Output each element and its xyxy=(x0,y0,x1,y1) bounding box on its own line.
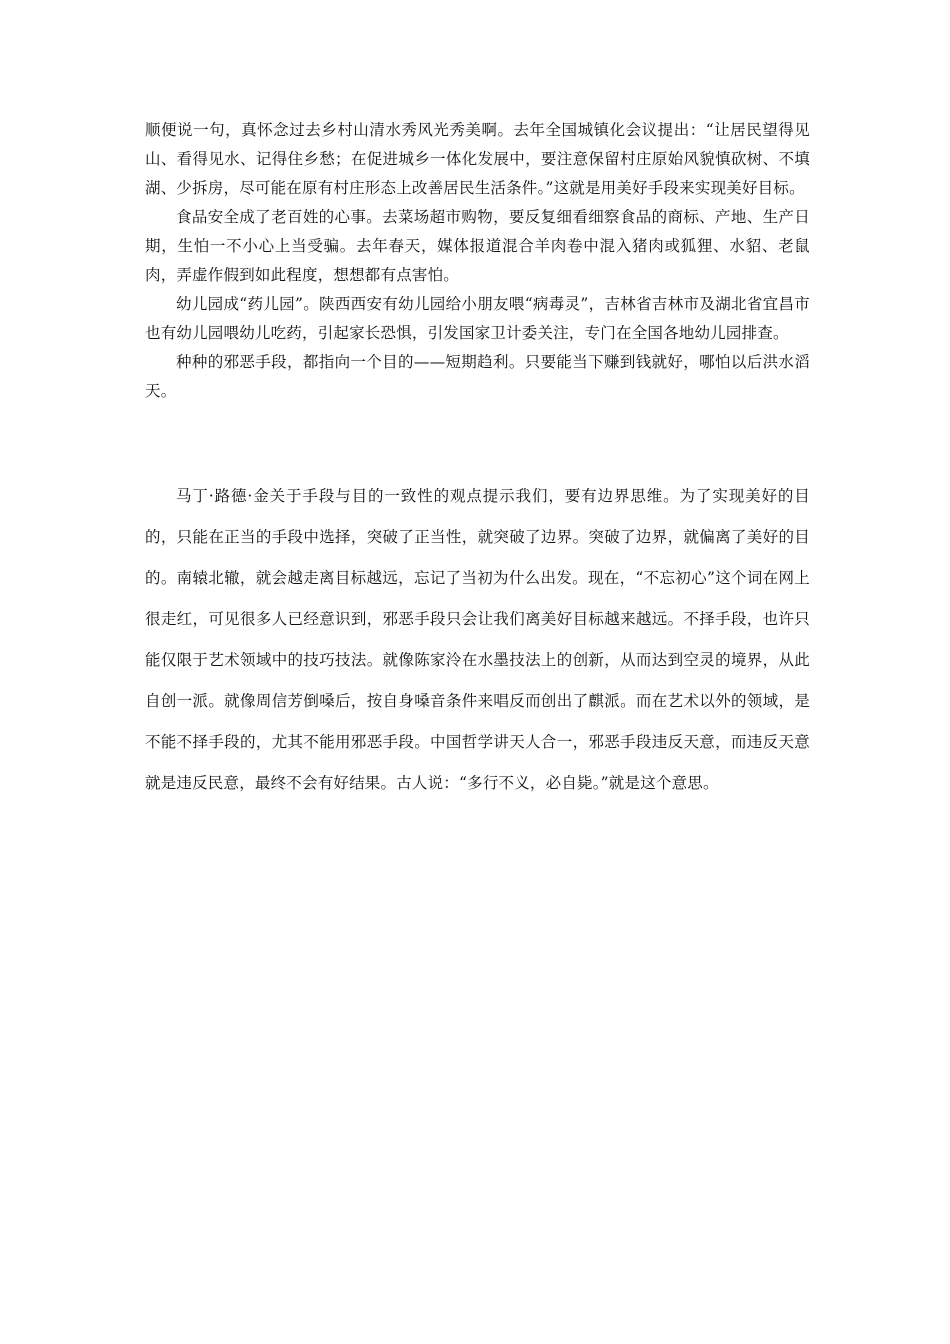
bottom-section xyxy=(145,476,810,804)
top-section xyxy=(145,116,810,406)
paragraph-boundary-thinking: 马丁·路德·金关于手段与目的一致性的观点提示我们，要有边界思维。为了实现美好的目的，只能在正当的手段中选择，突破了正当性，就突破了边界。突破了边界，就偏离了美好的目的。南辕北辙，就会越走离目标越远，忘记了当初为什么出发。现在，“不忘初心”这个词在网上很走红，可见很多人已经意识到，邪恶手段只会让我们离美好目标越来越远。不择手段，也许只能仅限于艺术领域中的技巧技法。就像陈家泠在水墨技法上的创新，从而达到空灵的境界，从此自创一派。就像周信芳倒嗓后，按自身嗓音条件来唱反而创出了麒派。而在艺术以外的领域，是不能不择手段的，尤其不能用邪恶手段。中国哲学讲天人合一，邪恶手段违反天意，而违反天意就是违反民意，最终不会有好结果。古人说：“多行不义，必自毙。”就是这个意思。 xyxy=(145,487,810,792)
paragraph-countryside: 顺便说一句，真怀念过去乡村山清水秀风光秀美啊。去年全国城镇化会议提出：“让居民望得见山、看得见水、记得住乡愁；在促进城乡一体化发展中，要注意保留村庄原始风貌慎砍树、不填湖、少拆房，尽可能在原有村庄形态上改善居民生活条件。”这就是用美好手段来实现美好目标。 xyxy=(145,121,810,197)
paragraph-kindergarten: 幼儿园成“药儿园”。陕西西安有幼儿园给小朋友喂“病毒灵”，吉林省吉林市及湖北省宜昌市也有幼儿园喂幼儿吃药，引起家长恐惧，引发国家卫计委关注，专门在全国各地幼儿园排查。 xyxy=(145,295,810,342)
paragraph-food-safety: 食品安全成了老百姓的心事。去菜场超市购物，要反复细看细察食品的商标、产地、生产日期，生怕一不小心上当受骗。去年春天，媒体报道混合羊肉卷中混入猪肉或狐狸、水貂、老鼠肉，弄虚作假到如此程度，想想都有点害怕。 xyxy=(145,208,810,284)
paragraph-short-term-profit: 种种的邪恶手段，都指向一个目的——短期趋利。只要能当下赚到钱就好，哪怕以后洪水滔天。 xyxy=(145,353,810,400)
